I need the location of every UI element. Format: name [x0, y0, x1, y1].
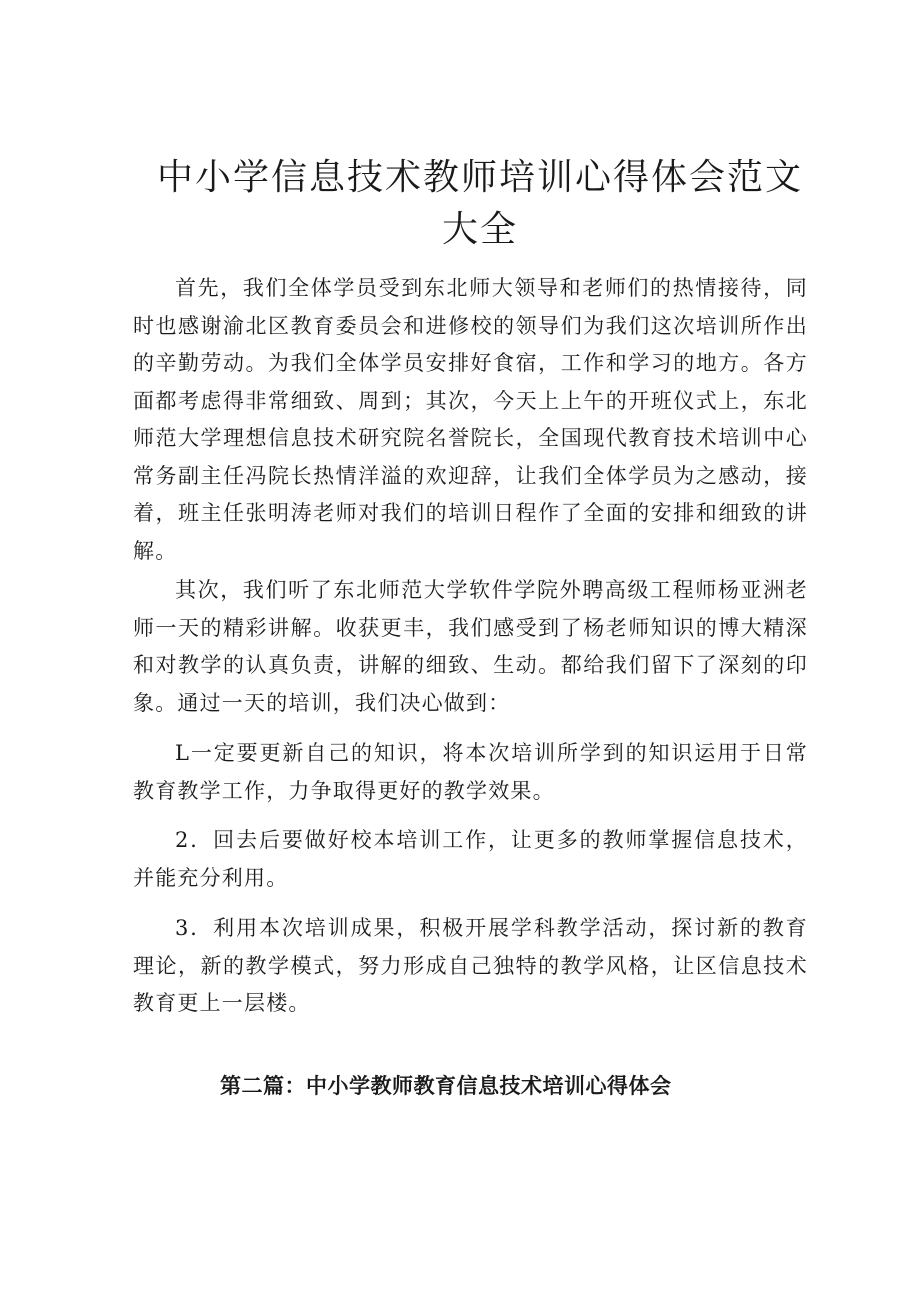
paragraph-welcome: 首先，我们全体学员受到东北师大领导和老师们的热情接待，同时也感谢渝北区教育委员会和进修校的领导们为我们这次培训所作出的辛勤劳动。为我们全体学员安排好食宿，工作和学习的地方。各方面都考虑得非常细致、周到；其次，今天上上午的开班仪式上，东北师范大学理想信息技术研究院名誉院长，全国现代教育技术培训中心常务副主任冯院长热情洋溢的欢迎辞，让我们全体学员为之感动，接着，班主任张明涛老师对我们的培训日程作了全面的安排和细致的讲解。: [133, 276, 808, 563]
list-item-3: 3．利用本次培训成果，积极开展学科教学活动，探讨新的教育理论，新的教学模式，努力形成自己独特的教学风格，让区信息技术教育更上一层楼。: [133, 916, 808, 1015]
paragraph-lecture: 其次，我们听了东北师范大学软件学院外聘高级工程师杨亚洲老师一天的精彩讲解。收获更丰，我们感受到了杨老师知识的博大精深和对教学的认真负责，讲解的细致、生动。都给我们留下了深刻的印象。通过一天的培训，我们决心做到：: [133, 578, 808, 715]
section-heading: 第二篇：中小学教师教育信息技术培训心得体会: [220, 1074, 672, 1098]
document-title: 中小学信息技术教师培训心得体会范文大全: [156, 157, 803, 250]
list-item-2: 2．回去后要做好校本培训工作，让更多的教师掌握信息技术，并能充分利用。: [133, 828, 808, 890]
list-item-1: L一定要更新自己的知识，将本次培训所学到的知识运用于日常教育教学工作，力争取得更好的教学效果。: [133, 741, 808, 803]
